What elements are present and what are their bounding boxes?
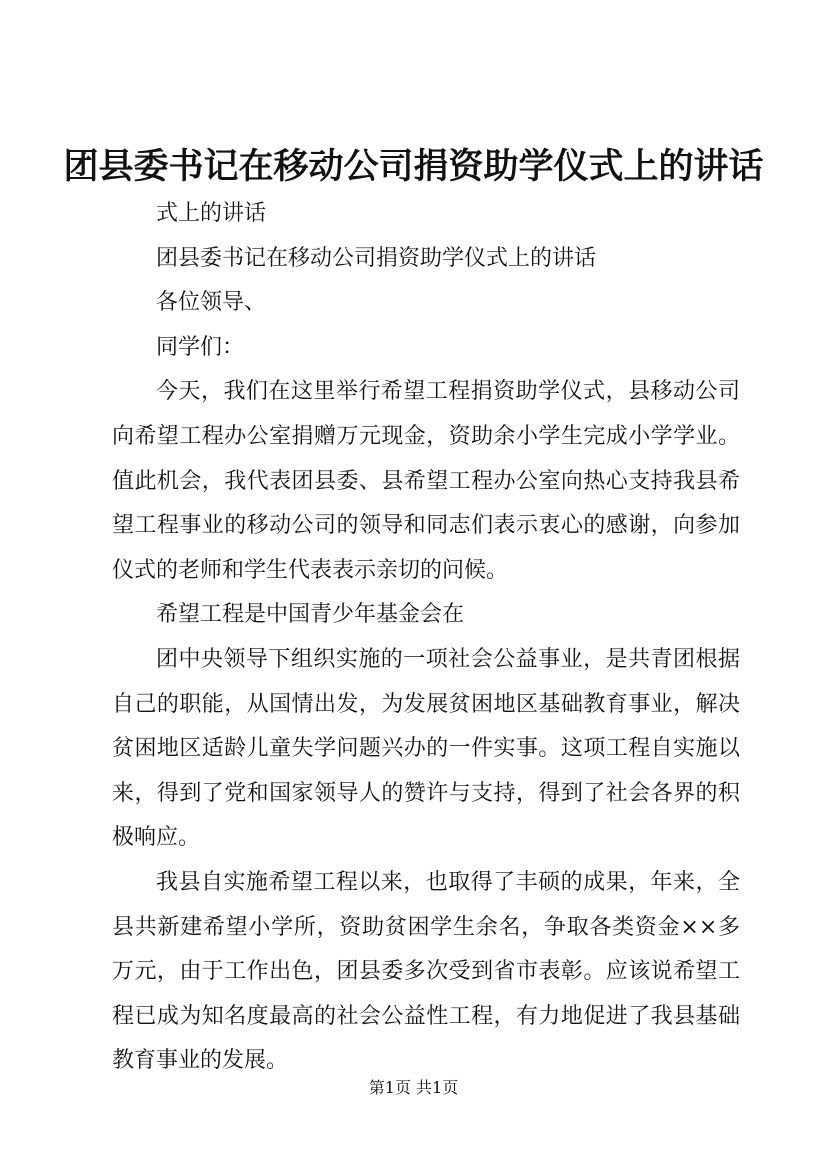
paragraph-1: 式上的讲话 bbox=[156, 201, 267, 226]
paragraph-4: 同学们： bbox=[156, 334, 245, 360]
paragraph-2: 团县委书记在移动公司捐资助学仪式上的讲话 bbox=[156, 245, 597, 271]
document-body bbox=[112, 192, 740, 1084]
paragraph-7: 团中央领导下组织实施的一项社会公益事业，是共青团根据自己的职能，从国情出发，为发展贫困地区基础教育事业，解决贫困地区适龄儿童失学问题兴办的一件实事。这项工程自实施以来，得到了党和国家领导人的赞许与支持，得到了社会各界的积极响应。 bbox=[112, 646, 740, 851]
paragraph-5: 今天，我们在这里举行希望工程捐资助学仪式，县移动公司向希望工程办公室捐赠万元现金，资助余小学生完成小学学业。值此机会，我代表团县委、县希望工程办公室向热心支持我县希望工程事业的移动公司的领导和同志们表示衷心的感谢，向参加仪式的老师和学生代表表示亲切的问候。 bbox=[112, 379, 740, 583]
document-title: 团县委书记在移动公司捐资助学仪式上的讲话 bbox=[63, 146, 764, 187]
page-number-footer: 第1页 共1页 bbox=[368, 1078, 459, 1097]
paragraph-8: 我县自实施希望工程以来，也取得了丰硕的成果，年来，全县共新建希望小学所，资助贫困学生余名，争取各类资金××多万元，由于工作出色，团县委多次受到省市表彰。应该说希望工程已成为知名度最高的社会公益性工程，有力地促进了我县基础教育事业的发展。 bbox=[112, 869, 740, 1074]
paragraph-6: 希望工程是中国青少年基金会在 bbox=[156, 602, 465, 628]
paragraph-3: 各位领导、 bbox=[156, 290, 267, 316]
